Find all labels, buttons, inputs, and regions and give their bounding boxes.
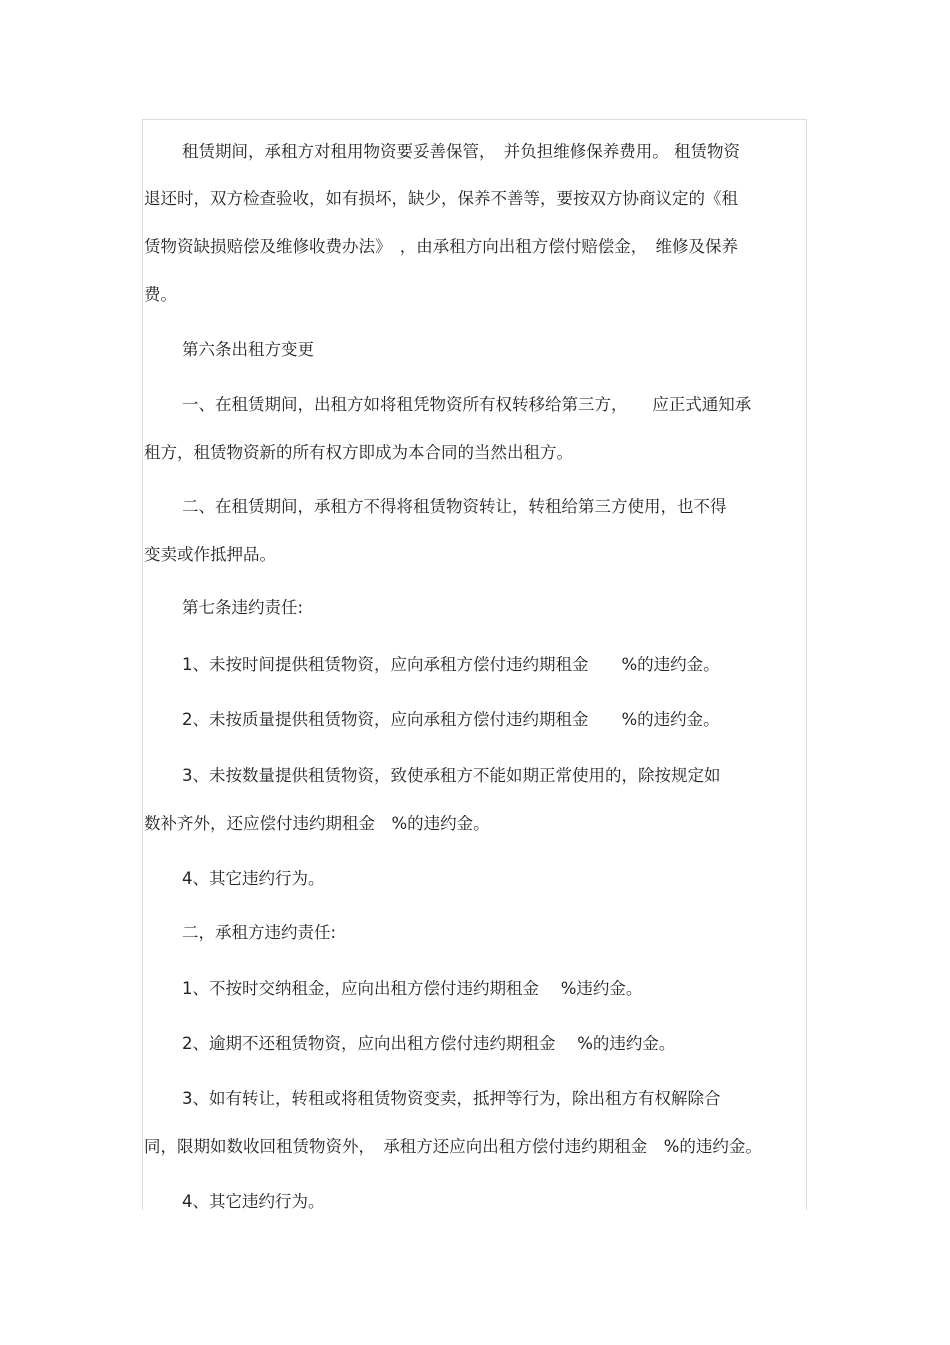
list-item-continuation: 同，限期如数收回租赁物资外， 承租方还应向出租方偿付违约期租金 %的违约金。 <box>144 1137 762 1156</box>
paragraph-line: 二、在租赁期间，承租方不得将租赁物资转让，转租给第三方使用，也不得 <box>182 497 727 516</box>
paragraph-line: 租方，租赁物资新的所有权方即成为本合同的当然出租方。 <box>144 443 573 462</box>
paragraph-line: 费。 <box>144 285 177 304</box>
paragraph-line: 退还时，双方检查验收，如有损坏，缺少，保养不善等，要按双方协商议定的《租 <box>144 189 738 208</box>
list-item: 1、不按时交纳租金，应向出租方偿付违约期租金 %违约金。 <box>182 979 643 998</box>
list-item: 1、未按时间提供租赁物资，应向承租方偿付违约期租金 %的违约金。 <box>182 655 720 674</box>
list-item: 2、逾期不还租赁物资，应向出租方偿付违约期租金 %的违约金。 <box>182 1034 676 1053</box>
section-heading: 第六条出租方变更 <box>182 340 314 359</box>
section-heading: 第七条违约责任: <box>182 598 304 617</box>
list-item: 2、未按质量提供租赁物资，应向承租方偿付违约期租金 %的违约金。 <box>182 710 720 729</box>
list-item: 3、如有转让，转租或将租赁物资变卖，抵押等行为，除出租方有权解除合 <box>182 1089 721 1108</box>
list-item-continuation: 数补齐外，还应偿付违约期租金 %的违约金。 <box>144 814 490 833</box>
section-heading: 二，承租方违约责任: <box>182 923 337 942</box>
paragraph-line: 变卖或作抵押品。 <box>144 545 276 564</box>
paragraph-line: 租赁期间，承租方对租用物资要妥善保管， 并负担维修保养费用。 租赁物资 <box>182 142 740 161</box>
list-item: 4、其它违约行为。 <box>182 869 325 888</box>
list-item: 4、其它违约行为。 <box>182 1192 325 1211</box>
list-item: 3、未按数量提供租赁物资，致使承租方不能如期正常使用的，除按规定如 <box>182 766 721 785</box>
paragraph-line: 赁物资缺损赔偿及维修收费办法》 ，由承租方向出租方偿付赔偿金， 维修及保养 <box>144 237 738 256</box>
paragraph-line: 一、在租赁期间，出租方如将租凭物资所有权转移给第三方， 应正式通知承 <box>182 395 752 414</box>
